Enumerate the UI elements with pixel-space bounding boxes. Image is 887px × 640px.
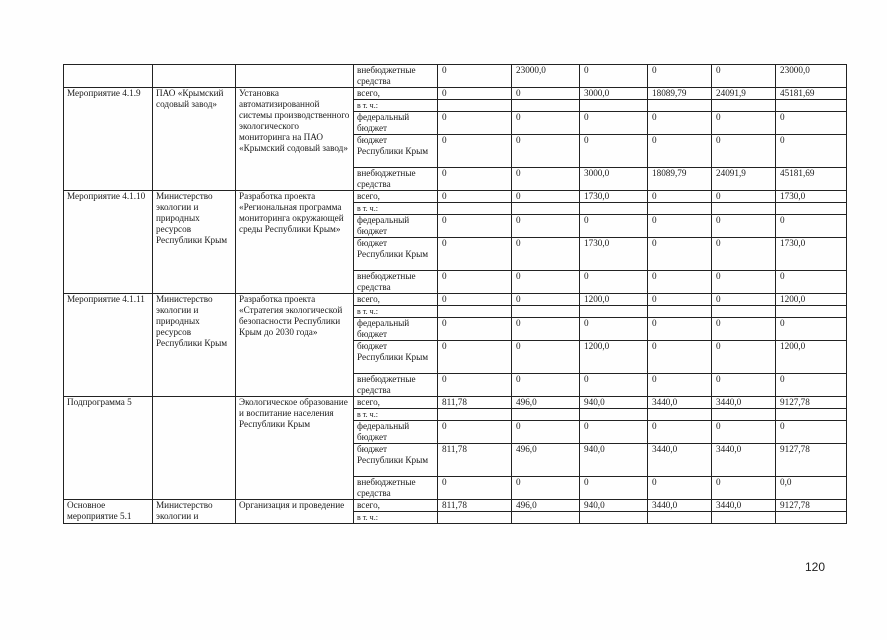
table-row xyxy=(64,191,847,203)
year-value-cell: 0 xyxy=(580,271,648,294)
title-cell: Разработка проекта «Региональная программа мониторинга окружающей среды Республики Крым» xyxy=(236,191,354,294)
year-value-cell xyxy=(580,306,648,318)
year-value-cell: 23000,0 xyxy=(512,65,580,88)
executor-cell: ПАО «Крымский содовый завод» xyxy=(153,88,236,191)
title-cell: Экологическое образование и воспитание населения Республики Крым xyxy=(236,397,354,500)
funding-source-cell: в т. ч.: xyxy=(354,306,438,318)
year-value-cell: 0 xyxy=(438,65,512,88)
funding-source-cell: внебюджетные средства xyxy=(354,65,438,88)
year-value-cell: 18089,79 xyxy=(648,88,712,100)
year-value-cell: 940,0 xyxy=(580,397,648,409)
year-value-cell xyxy=(648,306,712,318)
event-cell: Мероприятие 4.1.10 xyxy=(64,191,153,294)
total-value-cell: 0 xyxy=(776,112,847,135)
year-value-cell: 0 xyxy=(712,215,776,238)
year-value-cell: 0 xyxy=(512,191,580,203)
year-value-cell xyxy=(712,306,776,318)
funding-source-cell: внебюджетные средства xyxy=(354,374,438,397)
year-value-cell xyxy=(580,409,648,421)
budget-table xyxy=(63,64,847,524)
year-value-cell xyxy=(648,203,712,215)
year-value-cell: 0 xyxy=(648,318,712,341)
funding-source-cell: внебюджетные средства xyxy=(354,477,438,500)
year-value-cell: 0 xyxy=(580,215,648,238)
year-value-cell: 1200,0 xyxy=(580,294,648,306)
total-value-cell xyxy=(776,306,847,318)
year-value-cell: 0 xyxy=(438,477,512,500)
year-value-cell: 3000,0 xyxy=(580,88,648,100)
title-cell: Организация и проведение xyxy=(236,500,354,524)
title-cell xyxy=(236,65,354,88)
total-value-cell: 45181,69 xyxy=(776,168,847,191)
total-value-cell: 45181,69 xyxy=(776,88,847,100)
executor-cell xyxy=(153,397,236,500)
year-value-cell xyxy=(512,512,580,524)
year-value-cell: 0 xyxy=(512,215,580,238)
year-value-cell: 0 xyxy=(580,318,648,341)
event-cell: Мероприятие 4.1.11 xyxy=(64,294,153,397)
year-value-cell: 0 xyxy=(648,238,712,271)
year-value-cell: 0 xyxy=(712,341,776,374)
year-value-cell: 3440,0 xyxy=(712,397,776,409)
year-value-cell: 0 xyxy=(438,341,512,374)
year-value-cell xyxy=(712,409,776,421)
year-value-cell: 1200,0 xyxy=(580,341,648,374)
year-value-cell xyxy=(512,100,580,112)
year-value-cell: 0 xyxy=(580,421,648,444)
event-cell: Мероприятие 4.1.9 xyxy=(64,88,153,191)
year-value-cell: 0 xyxy=(648,215,712,238)
total-value-cell xyxy=(776,512,847,524)
year-value-cell: 0 xyxy=(648,421,712,444)
year-value-cell: 3440,0 xyxy=(712,444,776,477)
funding-source-cell: всего, xyxy=(354,500,438,512)
event-cell: Основное мероприятие 5.1 xyxy=(64,500,153,524)
year-value-cell: 0 xyxy=(580,65,648,88)
year-value-cell: 0 xyxy=(712,374,776,397)
funding-source-cell: в т. ч.: xyxy=(354,409,438,421)
year-value-cell xyxy=(648,409,712,421)
total-value-cell: 1200,0 xyxy=(776,294,847,306)
funding-source-cell: федеральный бюджет xyxy=(354,318,438,341)
year-value-cell: 1730,0 xyxy=(580,191,648,203)
table-row xyxy=(64,397,847,409)
year-value-cell: 3440,0 xyxy=(648,500,712,512)
total-value-cell: 0 xyxy=(776,374,847,397)
year-value-cell xyxy=(648,100,712,112)
year-value-cell: 0 xyxy=(712,318,776,341)
year-value-cell: 0 xyxy=(648,191,712,203)
year-value-cell: 0 xyxy=(512,477,580,500)
executor-cell: Министерство экологии и xyxy=(153,500,236,524)
year-value-cell xyxy=(438,409,512,421)
year-value-cell: 0 xyxy=(512,421,580,444)
year-value-cell: 0 xyxy=(512,318,580,341)
funding-source-cell: федеральный бюджет xyxy=(354,112,438,135)
year-value-cell: 24091,9 xyxy=(712,88,776,100)
year-value-cell xyxy=(512,409,580,421)
year-value-cell: 3440,0 xyxy=(648,397,712,409)
year-value-cell: 496,0 xyxy=(512,500,580,512)
total-value-cell xyxy=(776,203,847,215)
year-value-cell: 0 xyxy=(648,374,712,397)
title-cell: Установка автоматизированной системы производственного экологического мониторинга на ПАО «Крымский содовый завод» xyxy=(236,88,354,191)
page-number: 120 xyxy=(805,560,826,574)
year-value-cell: 0 xyxy=(512,294,580,306)
year-value-cell: 0 xyxy=(648,112,712,135)
year-value-cell: 0 xyxy=(438,135,512,168)
funding-source-cell: в т. ч.: xyxy=(354,512,438,524)
executor-cell: Министерство экологии и природных ресурсов Республики Крым xyxy=(153,191,236,294)
year-value-cell xyxy=(580,100,648,112)
year-value-cell: 0 xyxy=(438,374,512,397)
funding-source-cell: всего, xyxy=(354,191,438,203)
year-value-cell xyxy=(580,203,648,215)
funding-source-cell: в т. ч.: xyxy=(354,100,438,112)
year-value-cell: 0 xyxy=(438,168,512,191)
year-value-cell: 0 xyxy=(712,112,776,135)
year-value-cell xyxy=(438,203,512,215)
funding-source-cell: бюджет Республики Крым xyxy=(354,341,438,374)
year-value-cell: 0 xyxy=(712,238,776,271)
year-value-cell: 811,78 xyxy=(438,444,512,477)
year-value-cell: 0 xyxy=(712,135,776,168)
year-value-cell: 811,78 xyxy=(438,397,512,409)
total-value-cell: 23000,0 xyxy=(776,65,847,88)
year-value-cell: 0 xyxy=(438,238,512,271)
table-row xyxy=(64,500,847,512)
year-value-cell: 0 xyxy=(648,65,712,88)
year-value-cell: 0 xyxy=(512,168,580,191)
year-value-cell: 0 xyxy=(580,112,648,135)
year-value-cell xyxy=(438,100,512,112)
year-value-cell xyxy=(512,203,580,215)
year-value-cell: 0 xyxy=(438,215,512,238)
year-value-cell xyxy=(580,512,648,524)
year-value-cell: 0 xyxy=(438,318,512,341)
year-value-cell: 0 xyxy=(438,294,512,306)
year-value-cell: 0 xyxy=(512,271,580,294)
year-value-cell: 0 xyxy=(712,477,776,500)
year-value-cell: 0 xyxy=(438,421,512,444)
year-value-cell: 24091,9 xyxy=(712,168,776,191)
total-value-cell: 0 xyxy=(776,318,847,341)
year-value-cell: 0 xyxy=(512,112,580,135)
year-value-cell: 0 xyxy=(580,374,648,397)
year-value-cell xyxy=(712,512,776,524)
total-value-cell: 1200,0 xyxy=(776,341,847,374)
total-value-cell xyxy=(776,409,847,421)
table-row xyxy=(64,294,847,306)
year-value-cell: 496,0 xyxy=(512,444,580,477)
year-value-cell: 0 xyxy=(512,88,580,100)
executor-cell: Министерство экологии и природных ресурсов Республики Крым xyxy=(153,294,236,397)
year-value-cell: 0 xyxy=(512,135,580,168)
year-value-cell: 0 xyxy=(712,294,776,306)
year-value-cell: 940,0 xyxy=(580,444,648,477)
funding-source-cell: бюджет Республики Крым xyxy=(354,444,438,477)
year-value-cell: 18089,79 xyxy=(648,168,712,191)
table-row xyxy=(64,88,847,100)
year-value-cell: 3440,0 xyxy=(712,500,776,512)
total-value-cell: 0 xyxy=(776,135,847,168)
funding-source-cell: внебюджетные средства xyxy=(354,168,438,191)
total-value-cell: 9127,78 xyxy=(776,500,847,512)
funding-source-cell: федеральный бюджет xyxy=(354,421,438,444)
total-value-cell: 1730,0 xyxy=(776,191,847,203)
year-value-cell xyxy=(648,512,712,524)
year-value-cell xyxy=(512,306,580,318)
total-value-cell: 0,0 xyxy=(776,477,847,500)
total-value-cell: 9127,78 xyxy=(776,444,847,477)
year-value-cell: 940,0 xyxy=(580,500,648,512)
year-value-cell xyxy=(438,512,512,524)
year-value-cell: 0 xyxy=(438,88,512,100)
year-value-cell: 0 xyxy=(438,191,512,203)
funding-source-cell: внебюджетные средства xyxy=(354,271,438,294)
funding-source-cell: федеральный бюджет xyxy=(354,215,438,238)
year-value-cell: 1730,0 xyxy=(580,238,648,271)
funding-source-cell: всего, xyxy=(354,294,438,306)
total-value-cell: 1730,0 xyxy=(776,238,847,271)
year-value-cell: 0 xyxy=(438,271,512,294)
executor-cell xyxy=(153,65,236,88)
funding-source-cell: всего, xyxy=(354,397,438,409)
year-value-cell: 0 xyxy=(648,341,712,374)
year-value-cell: 0 xyxy=(648,294,712,306)
year-value-cell xyxy=(712,203,776,215)
funding-source-cell: бюджет Республики Крым xyxy=(354,135,438,168)
year-value-cell xyxy=(438,306,512,318)
total-value-cell xyxy=(776,100,847,112)
funding-source-cell: бюджет Республики Крым xyxy=(354,238,438,271)
total-value-cell: 9127,78 xyxy=(776,397,847,409)
year-value-cell: 0 xyxy=(512,238,580,271)
year-value-cell: 496,0 xyxy=(512,397,580,409)
year-value-cell: 0 xyxy=(512,374,580,397)
year-value-cell: 0 xyxy=(712,421,776,444)
funding-source-cell: всего, xyxy=(354,88,438,100)
table-row xyxy=(64,65,847,88)
year-value-cell: 0 xyxy=(648,135,712,168)
year-value-cell: 0 xyxy=(512,341,580,374)
total-value-cell: 0 xyxy=(776,271,847,294)
event-cell: Подпрограмма 5 xyxy=(64,397,153,500)
year-value-cell: 0 xyxy=(712,191,776,203)
total-value-cell: 0 xyxy=(776,215,847,238)
year-value-cell: 3000,0 xyxy=(580,168,648,191)
year-value-cell: 0 xyxy=(648,271,712,294)
year-value-cell: 0 xyxy=(580,135,648,168)
year-value-cell: 0 xyxy=(712,65,776,88)
year-value-cell xyxy=(712,100,776,112)
event-cell xyxy=(64,65,153,88)
year-value-cell: 811,78 xyxy=(438,500,512,512)
year-value-cell: 0 xyxy=(712,271,776,294)
year-value-cell: 0 xyxy=(648,477,712,500)
title-cell: Разработка проекта «Стратегия экологической безопасности Республики Крым до 2030 года» xyxy=(236,294,354,397)
total-value-cell: 0 xyxy=(776,421,847,444)
year-value-cell: 0 xyxy=(438,112,512,135)
year-value-cell: 0 xyxy=(580,477,648,500)
year-value-cell: 3440,0 xyxy=(648,444,712,477)
funding-source-cell: в т. ч.: xyxy=(354,203,438,215)
